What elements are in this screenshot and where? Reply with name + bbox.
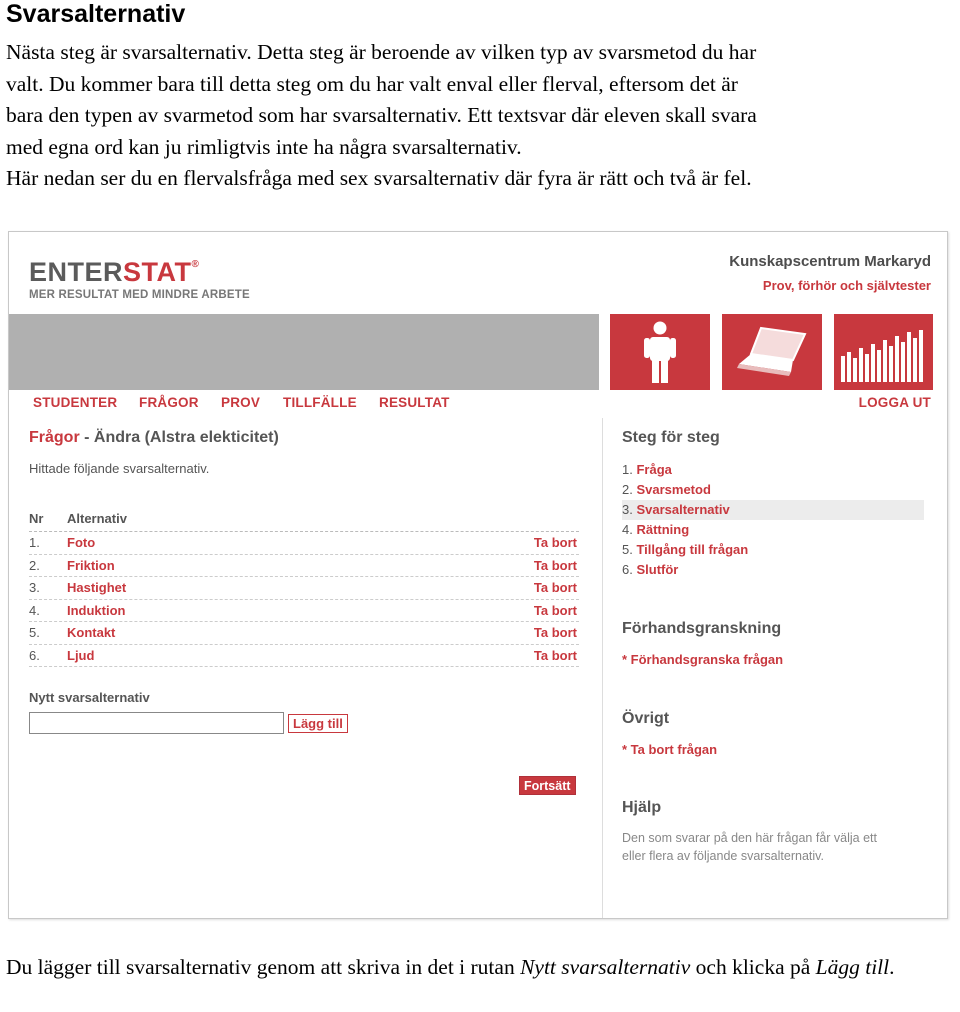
steps-title: Steg för steg	[622, 429, 720, 446]
intro-line: bara den typen av svarmetod som har svarsalternativ. Ett textsvar där eleven skall svara	[6, 103, 757, 127]
help-title: Hjälp	[622, 799, 662, 816]
laptop-tile	[722, 314, 822, 390]
table-row	[29, 600, 579, 623]
new-alternative-input[interactable]	[29, 712, 284, 734]
add-button[interactable]: Lägg till	[288, 714, 348, 733]
table-row	[29, 622, 579, 645]
preview-section	[622, 620, 922, 667]
table-row	[29, 645, 579, 668]
row-number: 3.	[29, 580, 40, 595]
row-number: 1.	[29, 535, 40, 550]
app-screenshot	[8, 231, 948, 919]
row-number: 5.	[29, 625, 40, 640]
organization-tagline: Prov, förhör och självtester	[762, 278, 931, 293]
nav-tillfalle[interactable]: TILLFÄLLE	[283, 395, 357, 410]
table-row	[29, 577, 579, 600]
preview-link[interactable]: * Förhandsgranska frågan	[622, 652, 784, 667]
intro-line: med egna ord kan ju rimligtvis inte ha några svarsalternativ.	[6, 134, 522, 159]
step-item[interactable]: 6. Slutför	[622, 562, 679, 577]
step-item[interactable]: 1. Fråga	[622, 462, 672, 477]
person-icon	[640, 320, 680, 384]
remove-link[interactable]: Ta bort	[533, 557, 577, 573]
step-item[interactable]: 5. Tillgång till frågan	[622, 542, 749, 557]
step-item[interactable]: 4. Rättning	[622, 522, 690, 537]
preview-title: Förhandsgranskning	[622, 620, 782, 637]
logo-tagline: MER RESULTAT MED MINDRE ARBETE	[29, 289, 250, 301]
banner	[9, 314, 599, 390]
laptop-icon	[731, 324, 813, 380]
alternative-link[interactable]: Kontakt	[67, 625, 116, 640]
main-nav	[31, 393, 933, 415]
step-item-active[interactable]: 3. Svarsalternativ	[622, 500, 924, 520]
remove-link[interactable]: Ta bort	[533, 580, 577, 595]
nav-fragor[interactable]: FRÅGOR	[139, 395, 199, 410]
help-section	[622, 799, 922, 865]
help-text: Den som svarar på den här frågan får välja ett eller flera av följande svarsalternativ.	[622, 831, 877, 863]
other-section	[622, 710, 922, 757]
remove-link[interactable]: Ta bort	[533, 535, 577, 550]
column-header-alternativ: Alternativ	[67, 511, 127, 526]
column-divider	[602, 418, 603, 919]
bar-chart-icon	[839, 322, 929, 382]
row-number: 4.	[29, 602, 40, 618]
continue-button[interactable]: Fortsätt	[519, 776, 576, 795]
intro-line: Här nedan ser du en flervalsfråga med sex svarsalternativ där fyra är rätt och två är fel.	[6, 166, 752, 190]
alternative-link[interactable]: Ljud	[67, 647, 95, 663]
logo[interactable]	[29, 250, 250, 301]
nav-studenter[interactable]: STUDENTER	[33, 395, 118, 410]
logo-wordmark: ENTERSTAT®	[29, 257, 200, 287]
document-outro: Du lägger till svarsalternativ genom att skriva in det i rutan Nytt svarsalternativ och klicka på Lägg till.	[6, 955, 895, 979]
table-row	[29, 555, 579, 578]
remove-link[interactable]: Ta bort	[533, 602, 577, 618]
intro-line: Nästa steg är svarsalternativ. Detta steg är beroende av vilken typ av svarsmetod du har	[6, 40, 757, 64]
alternative-link[interactable]: Induktion	[67, 602, 126, 618]
document-heading: Svarsalternativ	[6, 0, 186, 28]
logout-link[interactable]: LOGGA UT	[858, 395, 931, 410]
remove-link[interactable]: Ta bort	[533, 625, 577, 640]
organization-name: Kunskapscentrum Markaryd	[729, 253, 931, 270]
found-text: Hittade följande svarsalternativ.	[29, 461, 210, 476]
page-title: Frågor - Ändra (Alstra elekticitet)	[29, 429, 279, 446]
alternative-link[interactable]: Hastighet	[67, 580, 127, 595]
document-intro	[6, 37, 954, 195]
column-header-nr: Nr	[29, 511, 44, 526]
remove-link[interactable]: Ta bort	[533, 647, 577, 663]
steps-panel	[622, 429, 924, 580]
steps-list	[622, 460, 924, 580]
intro-line: valt. Du kommer bara till detta steg om du har valt enval eller flerval, eftersom det är	[6, 71, 738, 96]
alternatives-table	[29, 508, 579, 667]
new-alternative-label: Nytt svarsalternativ	[29, 690, 150, 705]
nav-prov[interactable]: PROV	[221, 395, 261, 410]
delete-question-link[interactable]: * Ta bort frågan	[622, 742, 718, 757]
table-header	[29, 508, 579, 532]
organization-header	[729, 252, 931, 293]
alternative-link[interactable]: Foto	[67, 535, 96, 550]
person-tile	[610, 314, 710, 390]
main-content	[29, 429, 579, 476]
other-title: Övrigt	[622, 710, 670, 727]
alternative-link[interactable]: Friktion	[67, 557, 115, 573]
row-number: 2.	[29, 557, 40, 573]
row-number: 6.	[29, 647, 40, 663]
chart-tile	[834, 314, 933, 390]
nav-resultat[interactable]: RESULTAT	[379, 395, 450, 410]
table-row	[29, 532, 579, 555]
step-item[interactable]: 2. Svarsmetod	[622, 482, 711, 497]
